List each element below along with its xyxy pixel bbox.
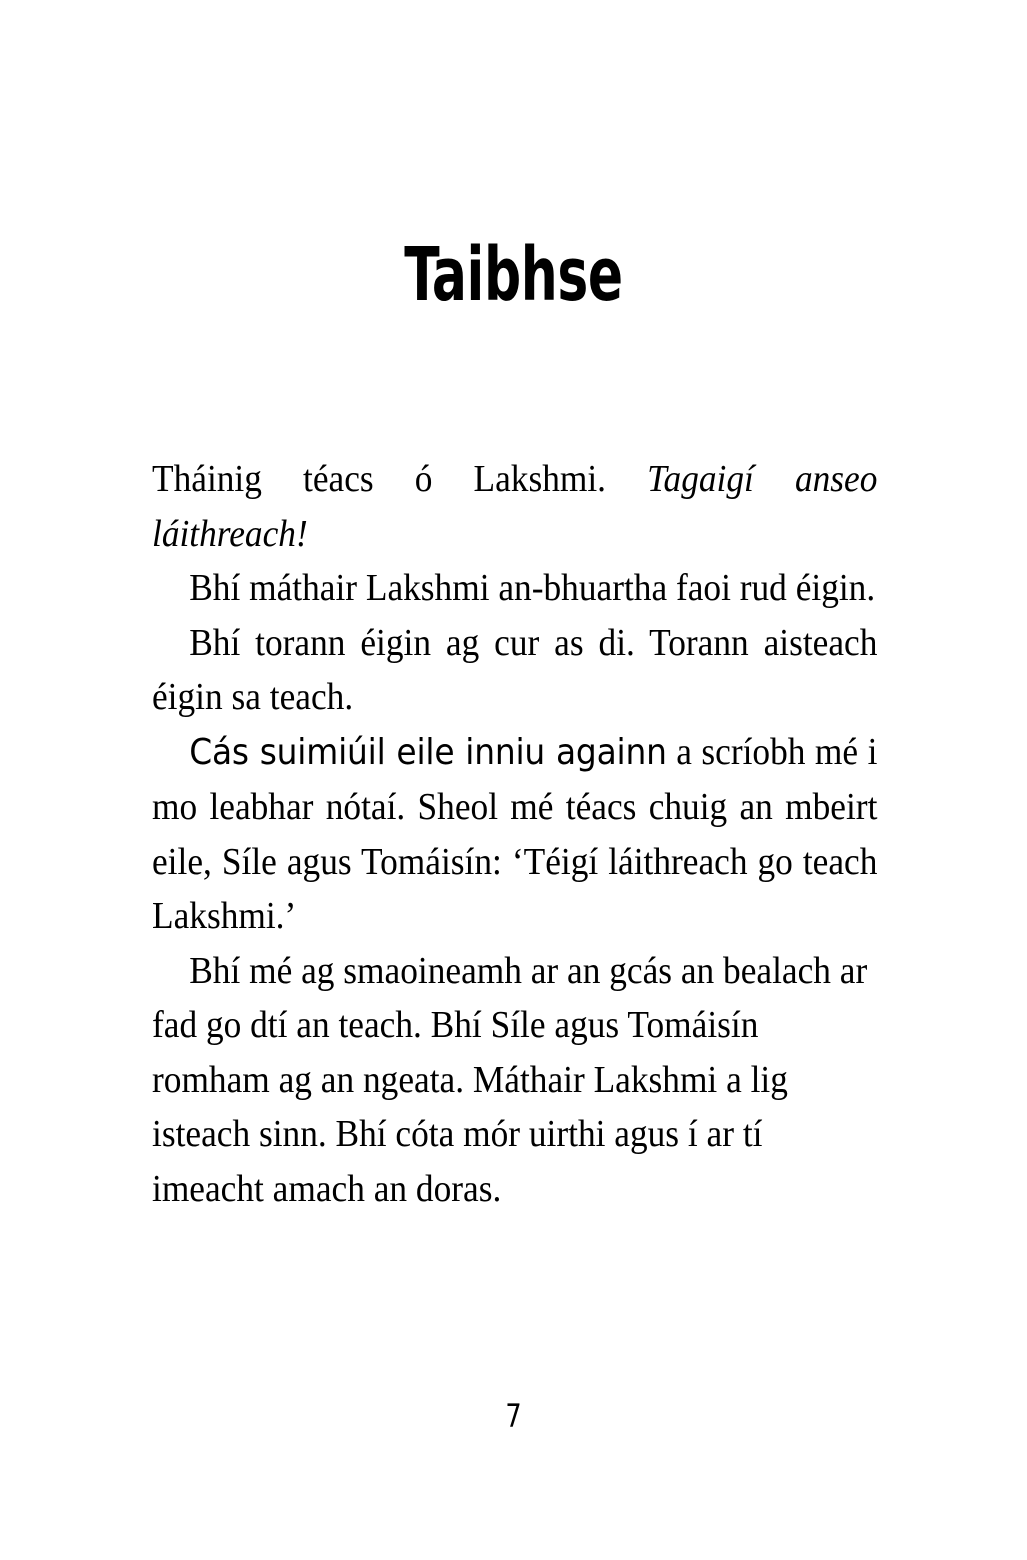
paragraph-1 [152,452,877,561]
paragraph-5-run-roman: Bhí mé ag smaoineamh ar an gcás an bealach ar fad go dtí an teach. Bhí Síle agus Tomáisín romham ag an ngeata. Máthair Lakshmi a lig isteach sinn. Bhí cóta mór uirthi agus í ar tí imeacht amach an doras. [152,949,868,1210]
paragraph-3-run-roman: Bhí torann éigin ag cur as di. Torann aisteach éigin sa teach. [152,621,878,718]
paragraph-4-run-roman: a scríobh mé i mo leabhar nótaí. Sheol mé téacs chuig an mbeirt eile, Síle agus Tomáisín: ‘Téigí láithreach go teach Lakshmi.’ [152,730,878,937]
paragraph-4 [152,725,877,944]
chapter-title: Taibhse [404,231,623,318]
paragraph-1-run-italic: Tagaigí anseo láithreach! [152,458,878,555]
paragraph-1-run-roman: Tháinig téacs ó Lakshmi. [152,458,648,500]
paragraph-3 [152,616,877,725]
page-number: 7 [505,1397,522,1435]
body-text-block [152,452,877,1216]
paragraph-2 [152,561,877,616]
paragraph-4-run-handwriting: Cás suimiúil eile inniu againn [189,731,667,773]
paragraph-2-run-roman: Bhí máthair Lakshmi an-bhuartha faoi rud éigin. [189,567,876,609]
paragraph-5 [152,944,877,1217]
